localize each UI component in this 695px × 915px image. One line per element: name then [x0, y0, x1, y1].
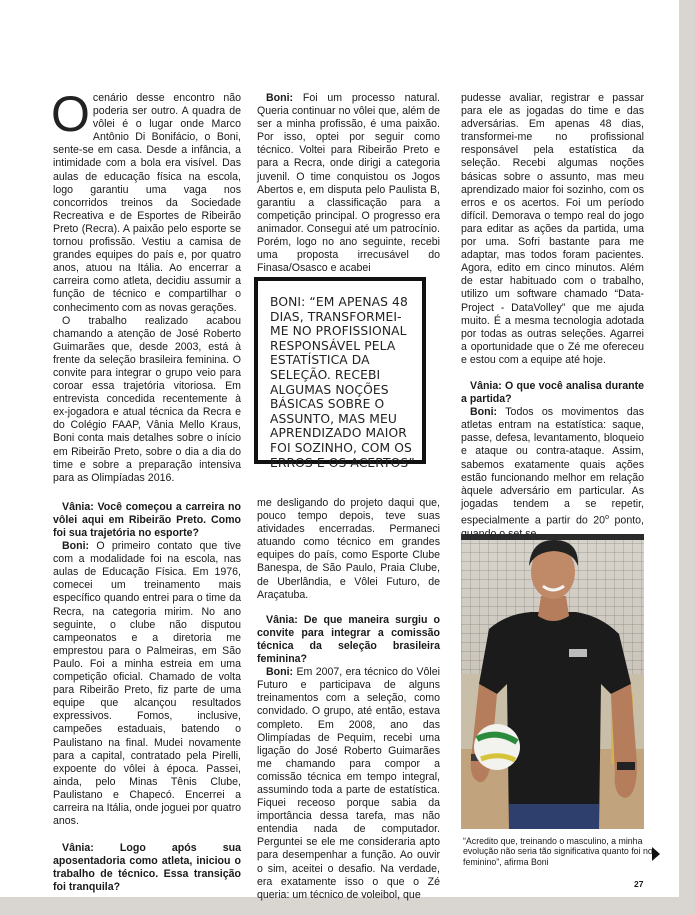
- photo-illustration: [461, 534, 644, 829]
- intro-paragraph: Ocenário desse encontro não poderia ser outro. A quadra de vôlei é o lugar onde Marco Antônio Di Bonifácio, o Boni, sente-se em casa. Desde a infância, a intimidade com a bola era visível. Das aulas de educação física na escola, logo garantiu uma vaga nos concorridos treinos da Sociedade Recreativa e de Esportes de Ribeirão Preto (Recra). A paixão pelo esporte se tornou profissão. Vestiu a camisa de grandes equipes do país e, por quatro anos, atuou na Itália. Ao encerrar a carreira como atleta, decidiu assumir a função de técnico e compartilhar o conhecimento com as novas gerações.: [51, 86, 241, 314]
- question-4: Vânia: O que você analisa durante a partida?: [461, 379, 644, 406]
- answer-3-continued: pudesse avaliar, registrar e passar para ele as jogadas do time e das adversárias. Em apenas 48 dias, transformei-me no profissional responsável pela estatística da seleção. Recebi algumas noções básicas sobre o assunto, mas meu aprendizado maior foi sozinho, com os erros e os acertos. Foi um período difícil. Demorava o tempo real do jogo para editar as ações da partida, uma por uma. Sofri bastante para me adaptar, mas todos foram pacientes. Agora, edito em cinco minutos. Além de estar habituado com o trabalho, utilizo um software chamado “Data-Project - DataVolley” que me ajuda muito. É a mesma tecnologia adotada por todas as outras seleções. Agarrei a oportunidade que o Zé me ofereceu e estou com a equipe até hoje.: [461, 92, 644, 366]
- answer-2: Boni: Foi um processo natural. Queria continuar no vôlei que, além de ser a minha profissão, é uma paixão. Por isso, optei por seguir como técnico. Voltei para Ribeirão Preto e para a Recra, onde dirigi a categoria juvenil. O time conquistou os Jogos Abertos e, em disputa pelo Paulista B, garantiu a classificação para a competição principal. O progresso era animador. Consegui até um patrocínio. Porém, logo no ano seguinte, recebi uma proposta irrecusável do Finasa/Osasco e acabei: [257, 92, 440, 275]
- pull-quote: BONI: “EM APENAS 48 DIAS, TRANSFORMEI-ME NO PROFISSIONAL RESPONSÁVEL PELA ESTATÍSTICA DA SELEÇÃO. RECEBI ALGUMAS NOÇÕES BÁSICAS SOBRE O ASSUNTO, MAS MEU APRENDIZADO MAIOR FOI SOZINHO, COM OS ERROS E OS ACERTOS”: [254, 277, 426, 464]
- continue-arrow-icon: [652, 847, 660, 861]
- drop-cap: O: [51, 86, 90, 142]
- intro-paragraph-2: O trabalho realizado acabou chamando a atenção de José Roberto Guimarães que, desde 2003, está à frente da seleção brasileira feminina. O convite para integrar o grupo veio para coroar essa trajetória vitoriosa. Em entrevista concedida recentemente à ex-jogadora e atual técnica da Recra e do Colégio FAAP, Vânia Mello Kraus, Boni conta mais detalhes sobre o início em Ribeirão Preto, sobre o dia a dia do time e sobre a preparação intensiva para as Olimpíadas 2016.: [53, 314, 241, 484]
- photo-boni-with-volleyball: [461, 534, 644, 829]
- column-2-bottom: [257, 497, 440, 902]
- question-1: Vânia: Você começou a carreira no vôlei aqui em Ribeirão Preto. Como foi sua trajetória no esporte?: [53, 500, 241, 539]
- column-2-top: [257, 92, 440, 275]
- photo-caption: “Acredito que, treinando o masculino, a minha evolução não seria tão significativa quanto foi no feminino”, afirma Boni: [463, 836, 653, 867]
- question-3: Vânia: De que maneira surgiu o convite para integrar a comissão técnica da seleção brasileira feminina?: [257, 613, 440, 666]
- answer-4: Boni: Todos os movimentos das atletas entram na estatística: saque, passe, defesa, levantamento, bloqueio e ataque ou contra-ataque. Assim, sabemos exatamente quais ações estão funcionando melhor em relação àquele adversário em particular. As jogadas tendem a se repetir, especialmente a partir do 20$^o$ ponto,: [461, 406, 644, 527]
- column-3: [461, 92, 644, 541]
- answer-1: Boni: O primeiro contato que tive com a modalidade foi na escola, nas aulas de Educação Física. Em 1976, comecei um treinamento mais específico quando entrei para o time da Recra, na categoria mirim. No ano seguinte, o clube não disputou campeonatos e a diretoria me emprestou para o Palmeiras, em São Paulo. Foi a minha estreia em uma competição oficial. Chamado de volta para Ribeirão Preto, fiz parte de uma equipe que alcançou resultados expressivos. Fomos, inclusive, campeões estaduais, batendo o Paulistano na final. Mudei novamente para a capital, contratado pela Pirelli, expoente do vôlei à época. Passei, ainda, pelo Minas Tênis Clube, Paulistano e Chapecó. Encerrei a carreira na Itália, onde joguei por quatro anos.: [53, 540, 241, 828]
- page-number: 27: [634, 879, 644, 889]
- answer-3: Boni: Em 2007, era técnico do Vôlei Futuro e participava de alguns treinamentos com a seleção, como convidado. O grupo, até então, estava completo. Em 2008, ano das Olimpíadas de Pequim, recebi uma ligação do José Roberto Guimarães me chamando para compor a comissão técnica em tempo integral, assumindo toda a parte de estatística. Fiquei receoso porque sabia da importância dessa tarefa, mas não entendia nada de computador. Perguntei se ele me consideraria apto para desempenhar a função. Ao ouvir o sim, aceitei o desafio. Na verdade, era exatamente isso o que o Zé queria: um técnico de voleibol, que: [257, 666, 440, 901]
- answer-2-continued: me desligando do projeto daqui que, pouco tempo depois, teve suas atividades encerradas. Permaneci atuando como técnico em grandes equipes do país, como Esporte Clube Banespa, de São Paulo, Praia Clube, de Uberlândia, e Vôlei Futuro, de Araçatuba.: [257, 497, 440, 601]
- question-2: Vânia: Logo após sua aposentadoria como atleta, iniciou o trabalho de técnico. Essa transição foi tranquila?: [53, 842, 241, 894]
- column-1: [51, 86, 241, 895]
